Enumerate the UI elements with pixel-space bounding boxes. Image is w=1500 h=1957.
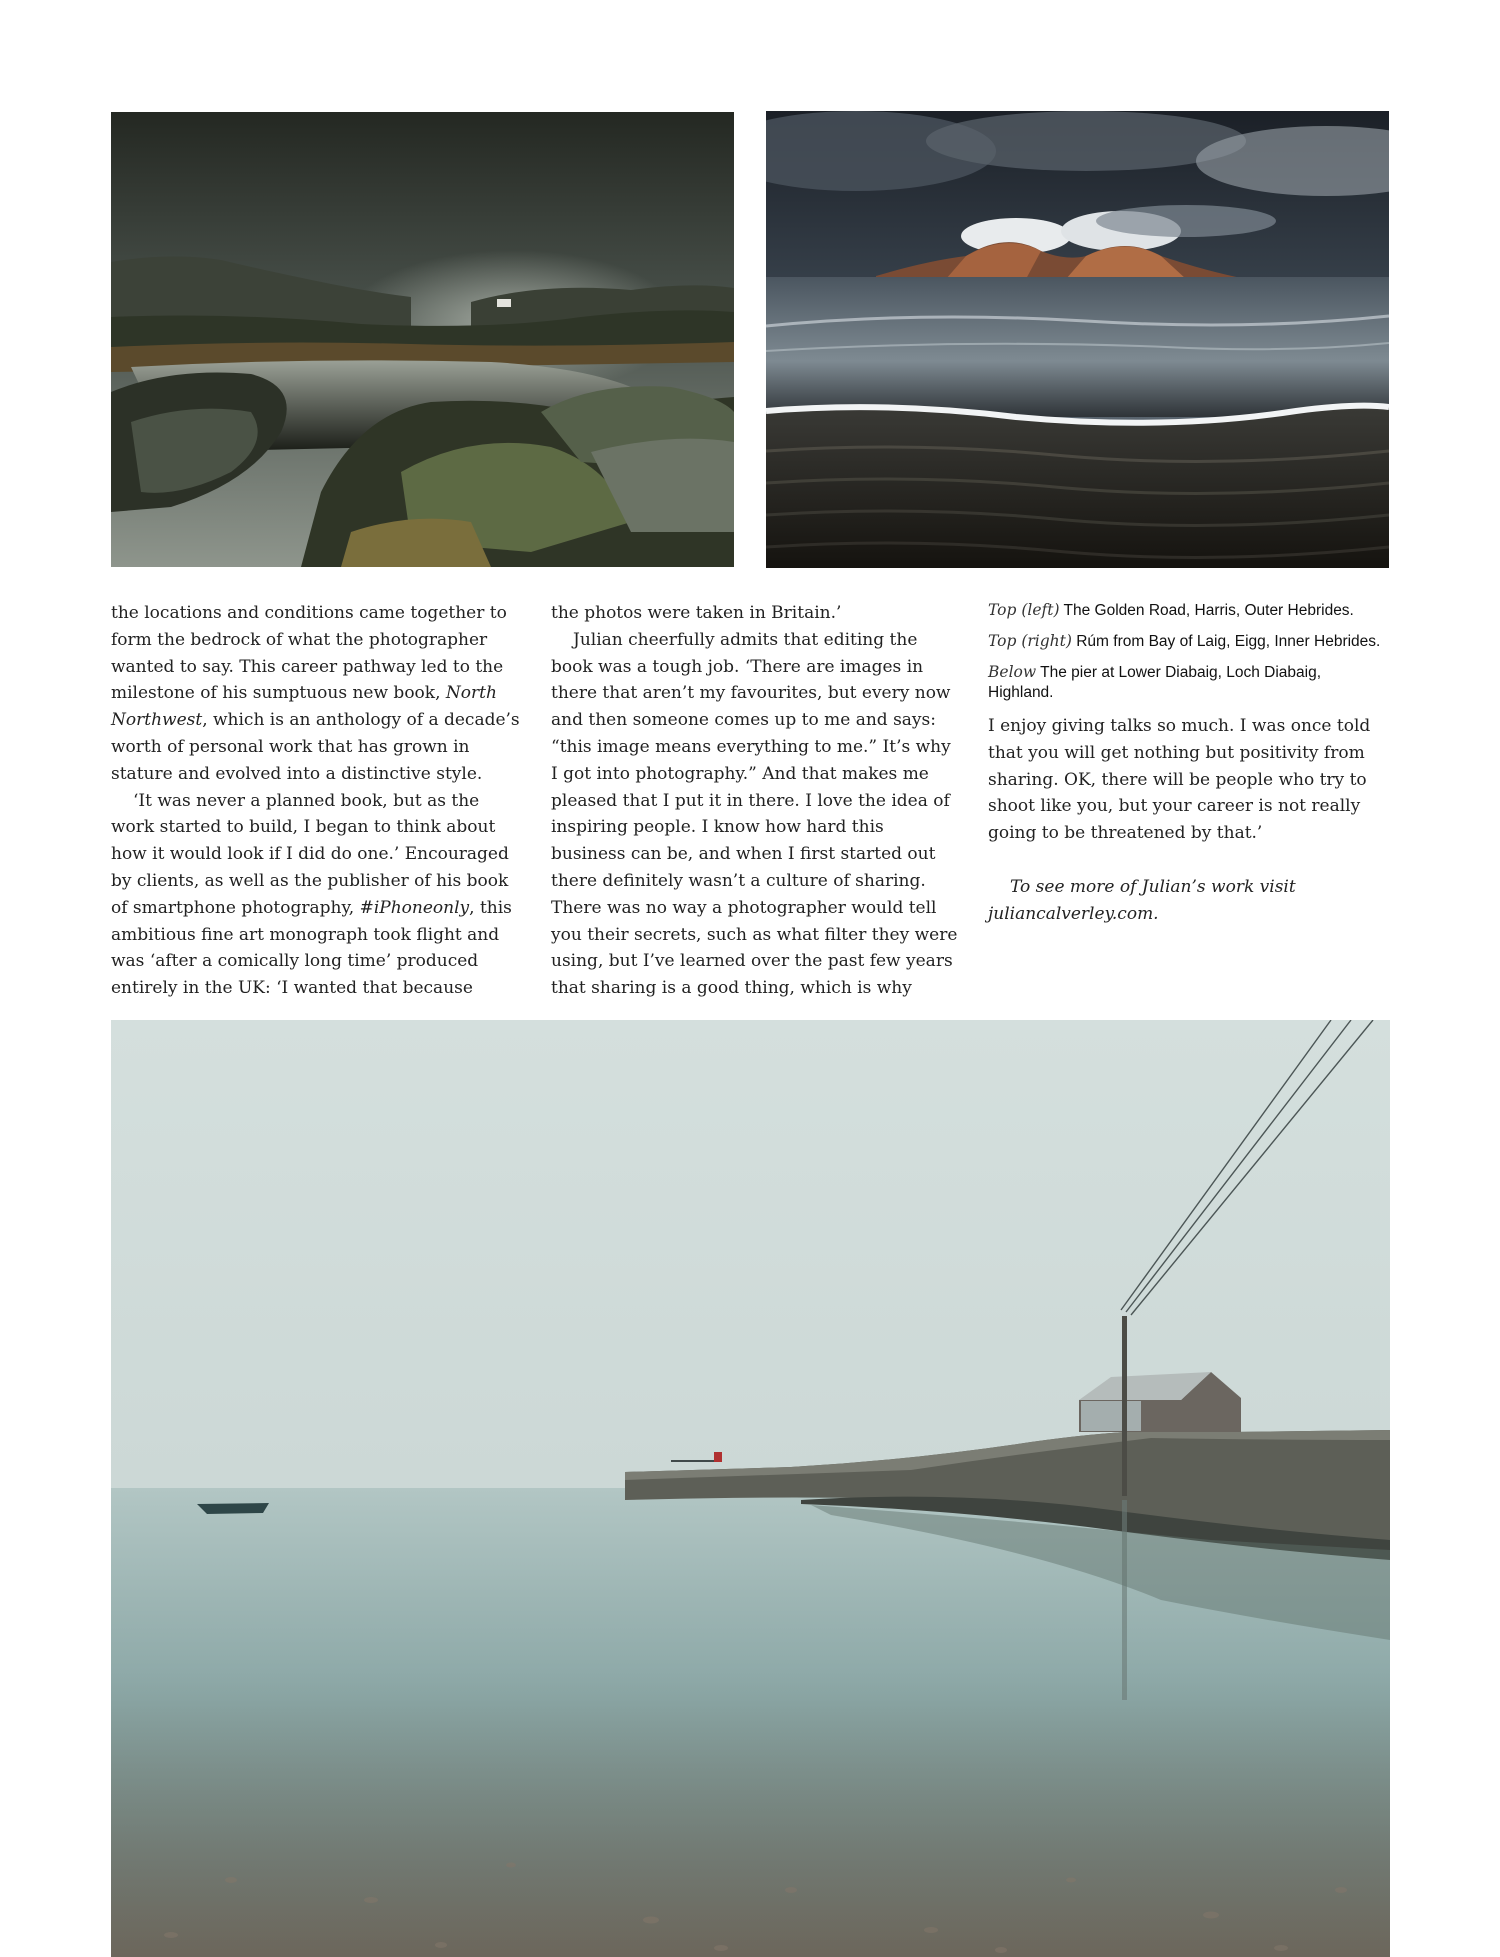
paragraph-text: , which is an anthology of a decade’s worth of personal work that has grown in stature and evolved into a distinctive style. [111, 710, 520, 784]
article-paragraph: I enjoy giving talks so much. I was once told that you will get nothing but positivity from sharing. OK, there will be people who try to shoot like you, but your career is not really going to be threatened by that.’ [988, 716, 1371, 844]
caption-text: Rúm from Bay of Laig, Eigg, Inner Hebrides. [1071, 633, 1381, 650]
paragraph-text: ‘It was never a planned book, but as the work started to build, I began to think about how it would look if I did do one.’ Encouraged by clients, as well as the publisher of his book of smartphone photography, [111, 790, 509, 918]
website-link: juliancalverley.com. [988, 903, 1159, 924]
photo-captions [988, 600, 1388, 703]
photo-golden-road-harris [111, 112, 734, 567]
book-title: #iPhoneonly [359, 897, 470, 918]
footer-line: To see more of Julian’s work visit [1010, 876, 1296, 897]
article-paragraph: the photos were taken in Britain.’ [551, 603, 842, 623]
book-title: North Northwest [111, 683, 497, 731]
caption-top-left [988, 600, 1388, 621]
article-paragraph [111, 788, 521, 1002]
article-column-3 [988, 600, 1388, 928]
caption-text: The pier at Lower Diabaig, Loch Diabaig, Highland. [988, 664, 1322, 701]
article-paragraph [111, 600, 521, 788]
caption-label: Below [988, 663, 1037, 681]
caption-below [988, 662, 1388, 703]
paragraph-text: the locations and conditions came together to form the bedrock of what the photographer wanted to say. This career pathway led to the milestone of his sumptuous new book, [111, 603, 507, 704]
article-footer [988, 874, 1388, 928]
caption-label: Top (right) [988, 632, 1072, 650]
caption-text: The Golden Road, Harris, Outer Hebrides. [1059, 602, 1354, 619]
article-column-2 [551, 600, 961, 1002]
photo-pier-lower-diabaig [111, 1020, 1390, 1957]
article-paragraph: Julian cheerfully admits that editing the book was a tough job. ‘There are images in there that aren’t my favourites, but every now and then someone comes up to me and says: “this image means everything to me.” It’s why I got into photography.” And that makes me pleased that I put it in there. I love the idea of inspiring people. I know how hard this business can be, and when I first started out there definitely wasn’t a culture of sharing. There was no way a photographer would tell you their secrets, such as what filter they were using, but I’ve learned over the past few years that sharing is a good thing, which is why [551, 629, 958, 999]
caption-label: Top (left) [988, 601, 1060, 619]
article-column-1 [111, 600, 521, 1002]
caption-top-right [988, 631, 1388, 652]
paragraph-text: , this ambitious fine art monograph took flight and was ‘after a comically long time’ produced entirely in the UK: ‘I wanted that because [111, 897, 512, 999]
photo-rum-from-bay-of-laig [766, 111, 1389, 568]
